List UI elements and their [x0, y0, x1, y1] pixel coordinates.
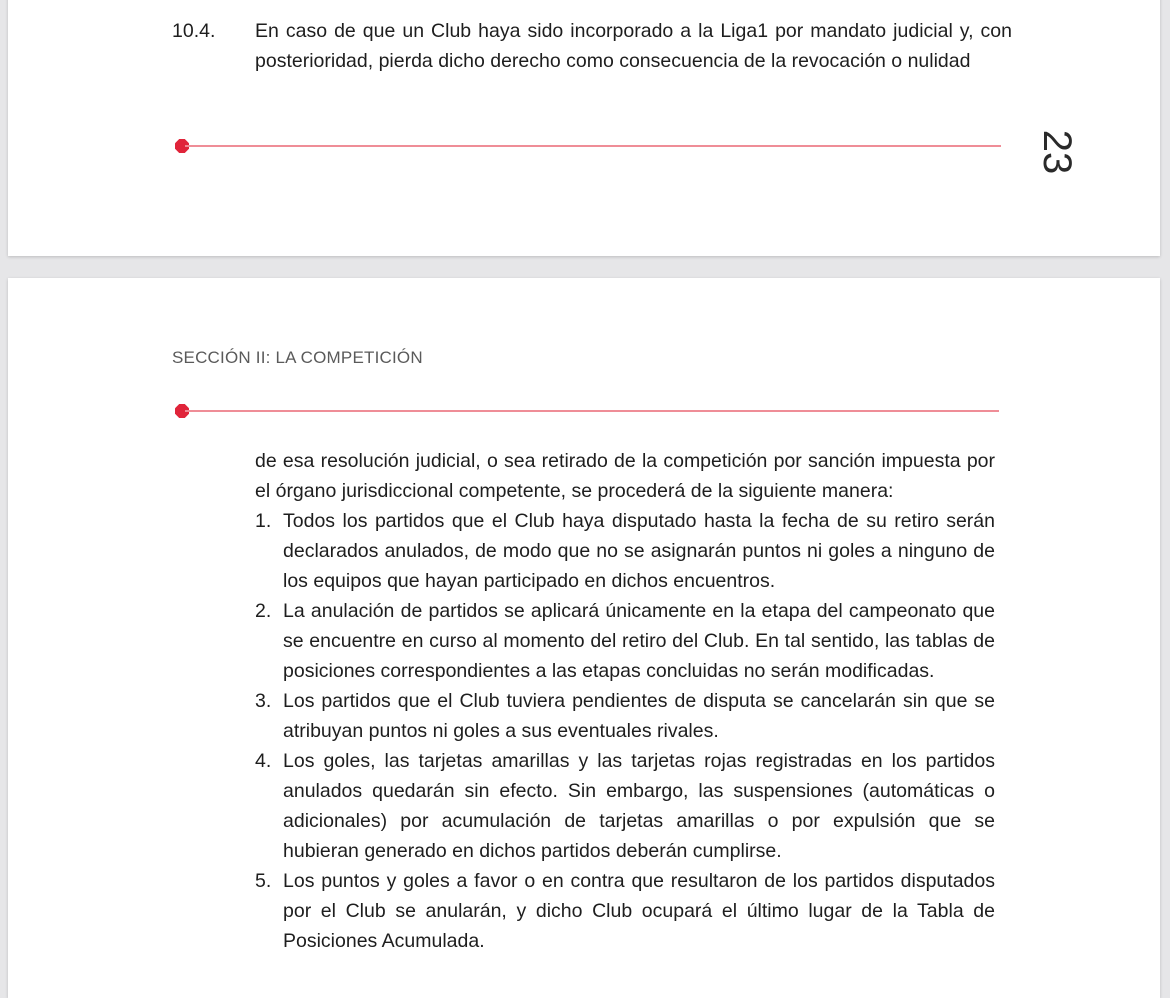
clause-number: 10.4. [172, 20, 216, 42]
list-item [255, 596, 995, 686]
page-number: 23 [1035, 129, 1079, 175]
header-rule [175, 404, 999, 418]
body-text [255, 446, 995, 956]
document-page-bottom [8, 278, 1160, 998]
list-item-text: Los partidos que el Club tuviera pendientes de disputa se cancelarán sin que se atribuyan puntos ni goles a sus eventuales rivales. [283, 690, 995, 742]
list-item-number: 4. [255, 750, 272, 772]
list-item [255, 866, 995, 956]
list-item-number: 5. [255, 870, 272, 892]
list-item-number: 1. [255, 510, 272, 532]
list-item-number: 2. [255, 600, 272, 622]
clause-text: En caso de que un Club haya sido incorporado a la Liga1 por mandato judicial y, con posterioridad, pierda dicho derecho como consecuencia de la revocación o nulidad [255, 20, 1012, 72]
list-item [255, 686, 995, 746]
list-item [255, 506, 995, 596]
list-item-text: Los puntos y goles a favor o en contra que resultaron de los partidos disputados por el Club se anularán, y dicho Club ocupará el último lugar de la Tabla de Posiciones Acumulada. [283, 870, 995, 952]
clause-10-4 [172, 16, 1012, 76]
section-header: SECCIÓN II: LA COMPETICIÓN [172, 348, 423, 367]
numbered-list [255, 506, 995, 956]
footer-rule [175, 139, 1001, 153]
list-item-text: Todos los partidos que el Club haya disputado hasta la fecha de su retiro serán declarados anulados, de modo que no se asignarán puntos ni goles a ninguno de los equipos que hayan participado en dichos encuentros. [283, 510, 995, 592]
document-page-top [8, 0, 1160, 256]
rule-line [185, 145, 1001, 147]
list-item [255, 746, 995, 866]
list-item-number: 3. [255, 690, 272, 712]
list-item-text: Los goles, las tarjetas amarillas y las tarjetas rojas registradas en los partidos anulados quedarán sin efecto. Sin embargo, las suspensiones (automáticas o adicionales) por acumulación de tarjetas amarillas o por expulsión que se hubieran generado en dichos partidos deberán cumplirse. [283, 750, 995, 862]
rule-line [185, 410, 999, 412]
continuation-paragraph: de esa resolución judicial, o sea retirado de la competición por sanción impuesta por el órgano jurisdiccional competente, se procederá de la siguiente manera: [255, 450, 995, 502]
list-item-text: La anulación de partidos se aplicará únicamente en la etapa del campeonato que se encuentre en curso al momento del retiro del Club. En tal sentido, las tablas de posiciones correspondientes a las etapas concluidas no serán modificadas. [283, 600, 995, 682]
